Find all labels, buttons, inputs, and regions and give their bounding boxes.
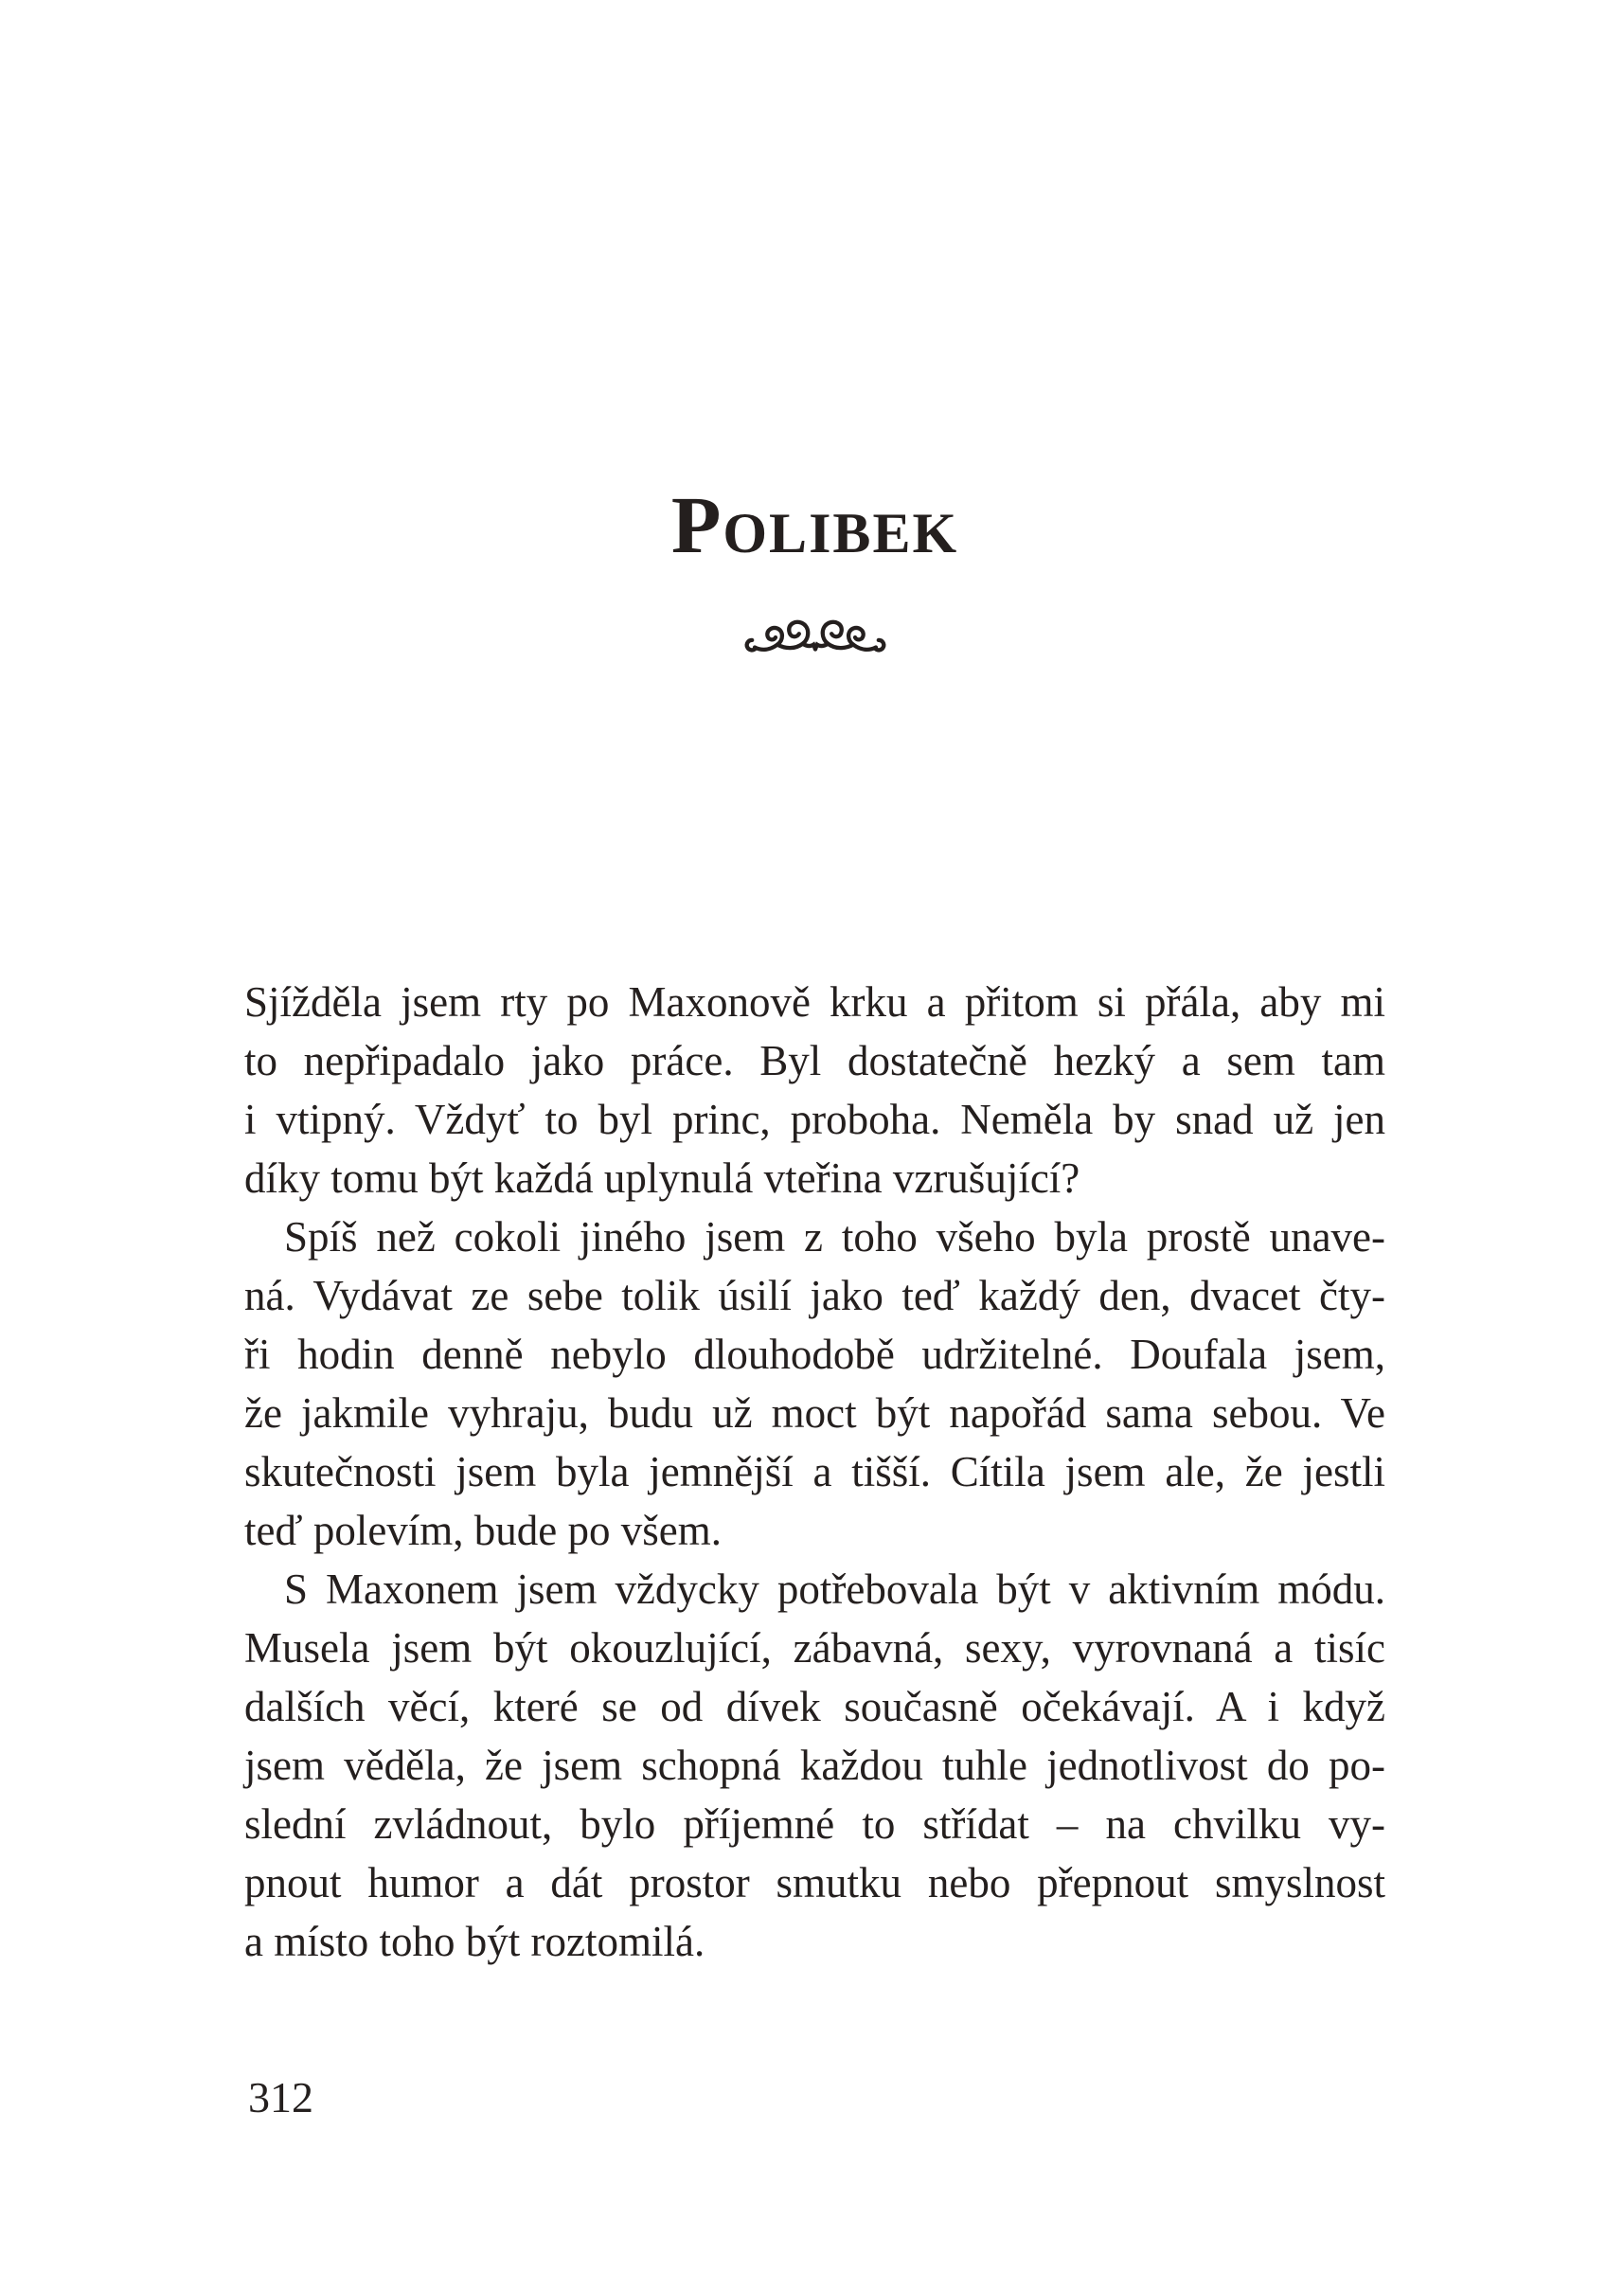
text-line: ná. Vydávat ze sebe tolik úsilí jako teď každý den, dvacet čty- [244,1272,1385,1319]
text-line: jsem věděla, že jsem schopná každou tuhle jednotlivost do po- [244,1742,1385,1789]
text-line: dalších věcí, které se od dívek současně očekávají. A i když [244,1683,1385,1730]
text-line: že jakmile vyhraju, budu už moct být napořád sama sebou. Ve [244,1389,1385,1437]
text-line: i vtipný. Vždyť to byl princ, proboha. Neměla by snad už jen [244,1096,1385,1143]
text-line: S Maxonem jsem vždycky potřebovala být v aktivním módu. [284,1565,1385,1613]
text-line: pnout humor a dát prostor smutku nebo přepnout smyslnost [244,1859,1385,1906]
text-line: slední zvládnout, bylo příjemné to střídat – na chvilku vy- [244,1800,1385,1848]
chapter-title: Polibek [670,479,959,570]
scroll-flourish-icon [741,618,890,658]
text-line: skutečnosti jsem byla jemnější a tišší. Cítila jsem ale, že jestli [244,1448,1385,1495]
text-line: ři hodin denně nebylo dlouhodobě udržitelné. Doufala jsem, [244,1331,1385,1378]
body-text [244,973,1385,1971]
text-line: a místo toho být roztomilá. [244,1918,705,1965]
text-line: Sjížděla jsem rty po Maxonově krku a přitom si přála, aby mi [244,978,1385,1026]
text-line: teď polevím, bude po všem. [244,1507,723,1554]
text-line: Musela jsem být okouzlující, zábavná, sexy, vyrovnaná a tisíc [244,1624,1385,1672]
text-line: Spíš než cokoli jiného jsem z toho všeho byla prostě unave- [284,1213,1385,1261]
chapter-ornament [244,618,1385,658]
page-number: 312 [248,2073,313,2121]
text-line: díky tomu být každá uplynulá vteřina vzrušující? [244,1154,1080,1202]
text-line: to nepřipadalo jako práce. Byl dostatečně hezký a sem tam [244,1037,1385,1084]
